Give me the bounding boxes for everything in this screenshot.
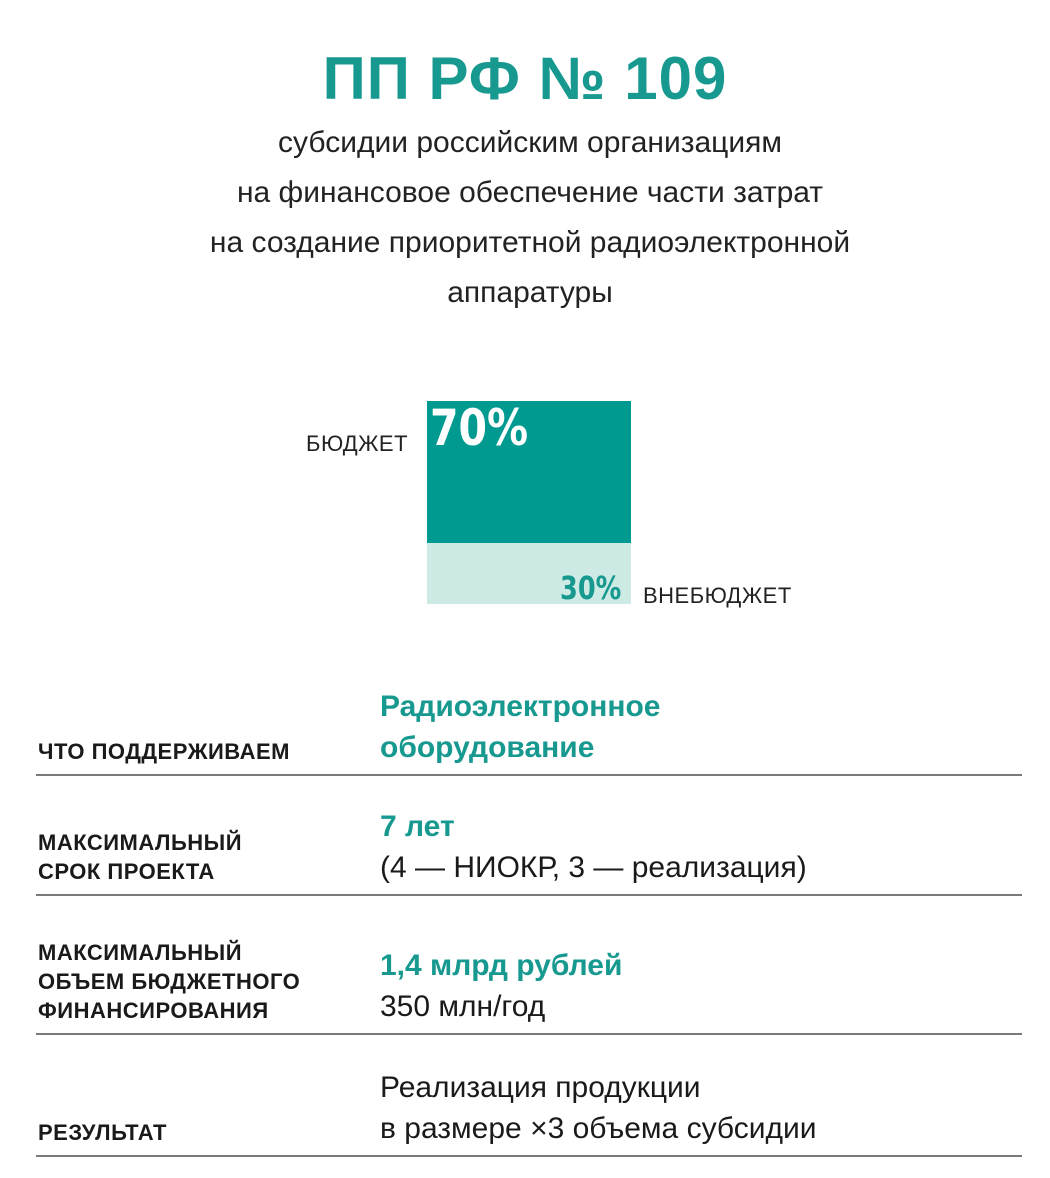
row-value-highlight: 1,4 млрд рублей [380, 949, 623, 982]
row-value-highlight: оборудование [380, 731, 595, 764]
info-row-term [36, 776, 1022, 896]
row-value [380, 686, 661, 768]
row-value [380, 806, 807, 888]
extrabudget-category-label: ВНЕБЮДЖЕТ [643, 583, 792, 608]
row-value-line: Реализация продукции [380, 1071, 701, 1104]
row-label-line: РЕЗУЛЬТАТ [38, 1120, 167, 1145]
row-label [38, 737, 290, 766]
row-value-highlight: 7 лет [380, 810, 455, 843]
info-row-support [36, 680, 1022, 776]
budget-category-label: БЮДЖЕТ [306, 431, 409, 456]
subtitle-line: на финансовое обеспечение части затрат [236, 176, 824, 209]
row-label-line: СРОК ПРОЕКТА [38, 859, 215, 884]
row-value [380, 1067, 817, 1149]
subtitle-line: на создание приоритетной радиоэлектронной [209, 226, 851, 259]
subtitle-line: аппаратуры [447, 276, 613, 309]
row-label [38, 1118, 167, 1147]
row-value-line: (4 — НИОКР, 3 — реализация) [380, 851, 807, 884]
row-label [38, 938, 300, 1025]
row-label-line: МАКСИМАЛЬНЫЙ [38, 940, 243, 965]
row-value-highlight: Радиоэлектронное [380, 690, 661, 723]
row-value-line: 350 млн/год [380, 990, 546, 1023]
info-row-result [36, 1035, 1022, 1157]
budget-percent-label: 70% [430, 399, 529, 457]
row-value [380, 945, 622, 1027]
subtitle-line: субсидии российским организациям [278, 126, 782, 159]
row-label-line: ФИНАНСИРОВАНИЯ [38, 998, 269, 1023]
row-label [38, 828, 242, 886]
row-label-line: ЧТО ПОДДЕРЖИВАЕМ [38, 739, 290, 764]
row-label-line: МАКСИМАЛЬНЫЙ [38, 830, 243, 855]
row-value-line: в размере ×3 объема субсидии [380, 1112, 817, 1145]
page-title: ПП РФ № 109 [322, 45, 728, 112]
row-label-line: ОБЪЕМ БЮДЖЕТНОГО [38, 969, 301, 994]
page-subtitle [80, 118, 980, 318]
extrabudget-percent-label: 30% [560, 569, 622, 607]
info-row-funding [36, 896, 1022, 1035]
